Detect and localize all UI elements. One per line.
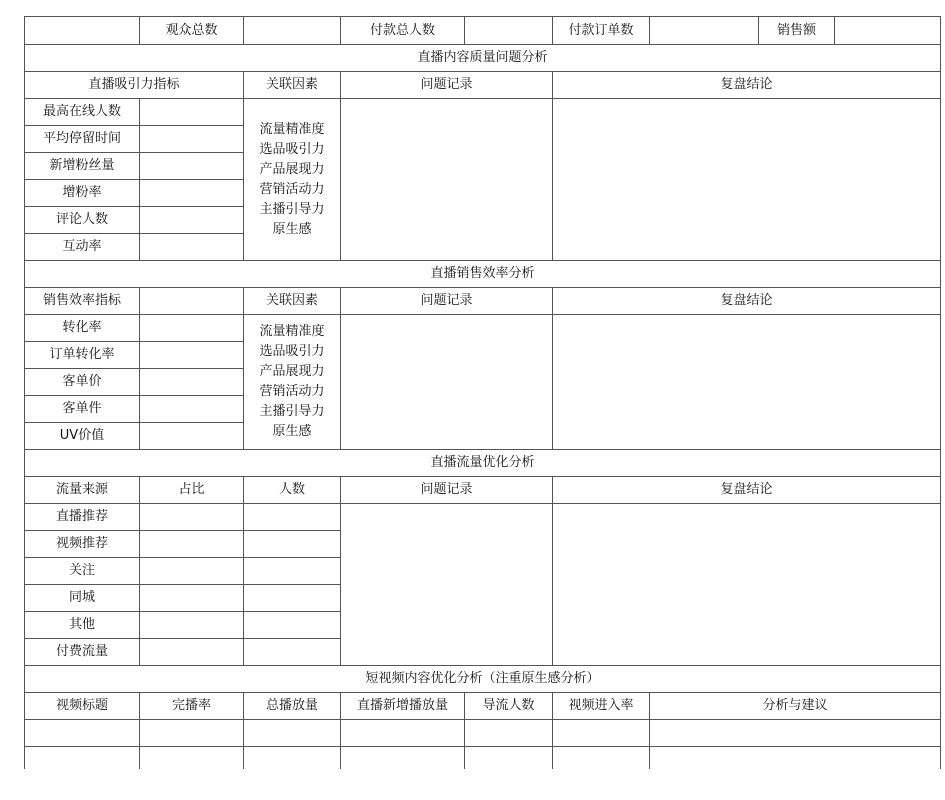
issue-record-cell[interactable] bbox=[341, 99, 553, 261]
summary-label-orders: 付款订单数 bbox=[553, 17, 650, 45]
summary-sales-group bbox=[650, 17, 941, 45]
summary-cell[interactable] bbox=[25, 17, 140, 45]
factor-text: 产品展现力 bbox=[259, 161, 325, 177]
video-cell[interactable] bbox=[553, 747, 650, 769]
people-value[interactable] bbox=[244, 612, 341, 639]
video-cell[interactable] bbox=[140, 747, 244, 769]
review-conclusion-cell[interactable] bbox=[553, 315, 941, 450]
review-conclusion-cell[interactable] bbox=[553, 99, 941, 261]
issue-record-cell[interactable] bbox=[341, 504, 553, 666]
header-issue-record: 问题记录 bbox=[341, 288, 553, 315]
traffic-source-label: 直播推荐 bbox=[25, 504, 140, 531]
video-cell[interactable] bbox=[244, 720, 341, 747]
related-factors-cell bbox=[244, 315, 341, 450]
header-issue-record: 问题记录 bbox=[341, 477, 553, 504]
factor-text: 主播引导力 bbox=[259, 404, 325, 419]
section-title-short-video: 短视频内容优化分析（注重原生感分析） bbox=[25, 666, 941, 693]
factor-text: 选品吸引力 bbox=[259, 141, 325, 157]
summary-value-buyers[interactable] bbox=[465, 17, 553, 45]
summary-row bbox=[25, 17, 941, 45]
header-share: 占比 bbox=[140, 477, 244, 504]
header-issue-record: 问题记录 bbox=[341, 72, 553, 99]
people-value[interactable] bbox=[244, 504, 341, 531]
traffic-source-label: 关注 bbox=[25, 558, 140, 585]
review-conclusion-cell[interactable] bbox=[553, 504, 941, 666]
section-title-content-quality: 直播内容质量问题分析 bbox=[25, 45, 941, 72]
metric-value[interactable] bbox=[140, 207, 244, 234]
related-factors-cell bbox=[244, 99, 341, 261]
video-cell[interactable] bbox=[341, 747, 465, 769]
people-value[interactable] bbox=[244, 531, 341, 558]
factor-text: 营销活动力 bbox=[259, 384, 325, 399]
metric-label: 客单件 bbox=[25, 396, 140, 423]
factor-text: 原生感 bbox=[272, 424, 312, 439]
metric-value[interactable] bbox=[140, 315, 244, 342]
factor-text: 主播引导力 bbox=[259, 201, 325, 217]
metric-label: 互动率 bbox=[25, 234, 140, 261]
video-cell[interactable] bbox=[25, 747, 140, 769]
metric-label: 客单价 bbox=[25, 369, 140, 396]
summary-value-orders[interactable] bbox=[650, 17, 759, 44]
metric-label: 最高在线人数 bbox=[25, 99, 140, 126]
video-cell[interactable] bbox=[553, 720, 650, 747]
summary-value-viewers[interactable] bbox=[244, 17, 341, 45]
metric-value[interactable] bbox=[140, 180, 244, 207]
header-related-factors: 关联因素 bbox=[244, 72, 341, 99]
video-cell[interactable] bbox=[465, 747, 553, 769]
video-row bbox=[25, 720, 941, 747]
factor-text: 流量精准度 bbox=[259, 324, 325, 339]
section2-header-row bbox=[25, 288, 941, 315]
metric-value[interactable] bbox=[140, 423, 244, 450]
video-cell[interactable] bbox=[465, 720, 553, 747]
factor-text: 原生感 bbox=[272, 221, 312, 237]
header-diverted-people: 导流人数 bbox=[465, 693, 553, 720]
factor-text: 流量精准度 bbox=[259, 121, 325, 137]
metric-value[interactable] bbox=[140, 342, 244, 369]
summary-value-sales[interactable] bbox=[835, 17, 940, 44]
video-cell[interactable] bbox=[341, 720, 465, 747]
metric-value[interactable] bbox=[140, 153, 244, 180]
metric-label: 增粉率 bbox=[25, 180, 140, 207]
header-video-title: 视频标题 bbox=[25, 693, 140, 720]
share-value[interactable] bbox=[140, 504, 244, 531]
header-review-conclusion: 复盘结论 bbox=[553, 72, 941, 99]
header-traffic-source: 流量来源 bbox=[25, 477, 140, 504]
header-analysis-suggestion: 分析与建议 bbox=[650, 693, 941, 720]
issue-record-cell[interactable] bbox=[341, 315, 553, 450]
header-attraction-metrics: 直播吸引力指标 bbox=[25, 72, 244, 99]
header-total-plays: 总播放量 bbox=[244, 693, 341, 720]
share-value[interactable] bbox=[140, 612, 244, 639]
traffic-source-label: 同城 bbox=[25, 585, 140, 612]
video-cell[interactable] bbox=[25, 720, 140, 747]
header-related-factors: 关联因素 bbox=[244, 288, 341, 315]
section-title-traffic-optimization: 直播流量优化分析 bbox=[25, 450, 941, 477]
metric-value[interactable] bbox=[140, 234, 244, 261]
traffic-source-label: 视频推荐 bbox=[25, 531, 140, 558]
share-value[interactable] bbox=[140, 531, 244, 558]
people-value[interactable] bbox=[244, 558, 341, 585]
section3-header-row bbox=[25, 477, 941, 504]
video-cell[interactable] bbox=[244, 747, 341, 769]
metric-label: 转化率 bbox=[25, 315, 140, 342]
summary-label-buyers: 付款总人数 bbox=[341, 17, 465, 45]
people-value[interactable] bbox=[244, 585, 341, 612]
metric-value[interactable] bbox=[140, 369, 244, 396]
header-review-conclusion: 复盘结论 bbox=[553, 288, 941, 315]
header-live-new-plays: 直播新增播放量 bbox=[341, 693, 465, 720]
header-completion-rate: 完播率 bbox=[140, 693, 244, 720]
video-cell[interactable] bbox=[650, 720, 941, 747]
header-review-conclusion: 复盘结论 bbox=[553, 477, 941, 504]
metric-value[interactable] bbox=[140, 396, 244, 423]
factor-text: 营销活动力 bbox=[259, 181, 325, 197]
share-value[interactable] bbox=[140, 585, 244, 612]
metric-value[interactable] bbox=[140, 99, 244, 126]
metric-label: 平均停留时间 bbox=[25, 126, 140, 153]
metric-value[interactable] bbox=[140, 126, 244, 153]
share-value[interactable] bbox=[140, 558, 244, 585]
summary-label-sales: 销售额 bbox=[759, 17, 835, 44]
header-people-count: 人数 bbox=[244, 477, 341, 504]
traffic-source-label: 其他 bbox=[25, 612, 140, 639]
section1-header-row bbox=[25, 72, 941, 99]
metric-label: 评论人数 bbox=[25, 207, 140, 234]
video-cell[interactable] bbox=[140, 720, 244, 747]
metric-label: 新增粉丝量 bbox=[25, 153, 140, 180]
metric-label: UV价值 bbox=[25, 423, 140, 450]
traffic-source-label: 付费流量 bbox=[25, 639, 140, 666]
section4-header-row bbox=[25, 693, 941, 720]
factor-text: 产品展现力 bbox=[259, 364, 325, 379]
header-sales-metrics: 销售效率指标 bbox=[25, 288, 140, 315]
share-value[interactable] bbox=[140, 639, 244, 666]
header-sales-metrics-value[interactable] bbox=[140, 288, 244, 315]
factor-text: 选品吸引力 bbox=[259, 344, 325, 359]
live-review-table bbox=[24, 16, 941, 769]
people-value[interactable] bbox=[244, 639, 341, 666]
video-cell[interactable] bbox=[650, 747, 941, 769]
metric-label: 订单转化率 bbox=[25, 342, 140, 369]
video-row bbox=[25, 747, 941, 769]
header-video-entry-rate: 视频进入率 bbox=[553, 693, 650, 720]
summary-label-viewers: 观众总数 bbox=[140, 17, 244, 45]
section-title-sales-efficiency: 直播销售效率分析 bbox=[25, 261, 941, 288]
